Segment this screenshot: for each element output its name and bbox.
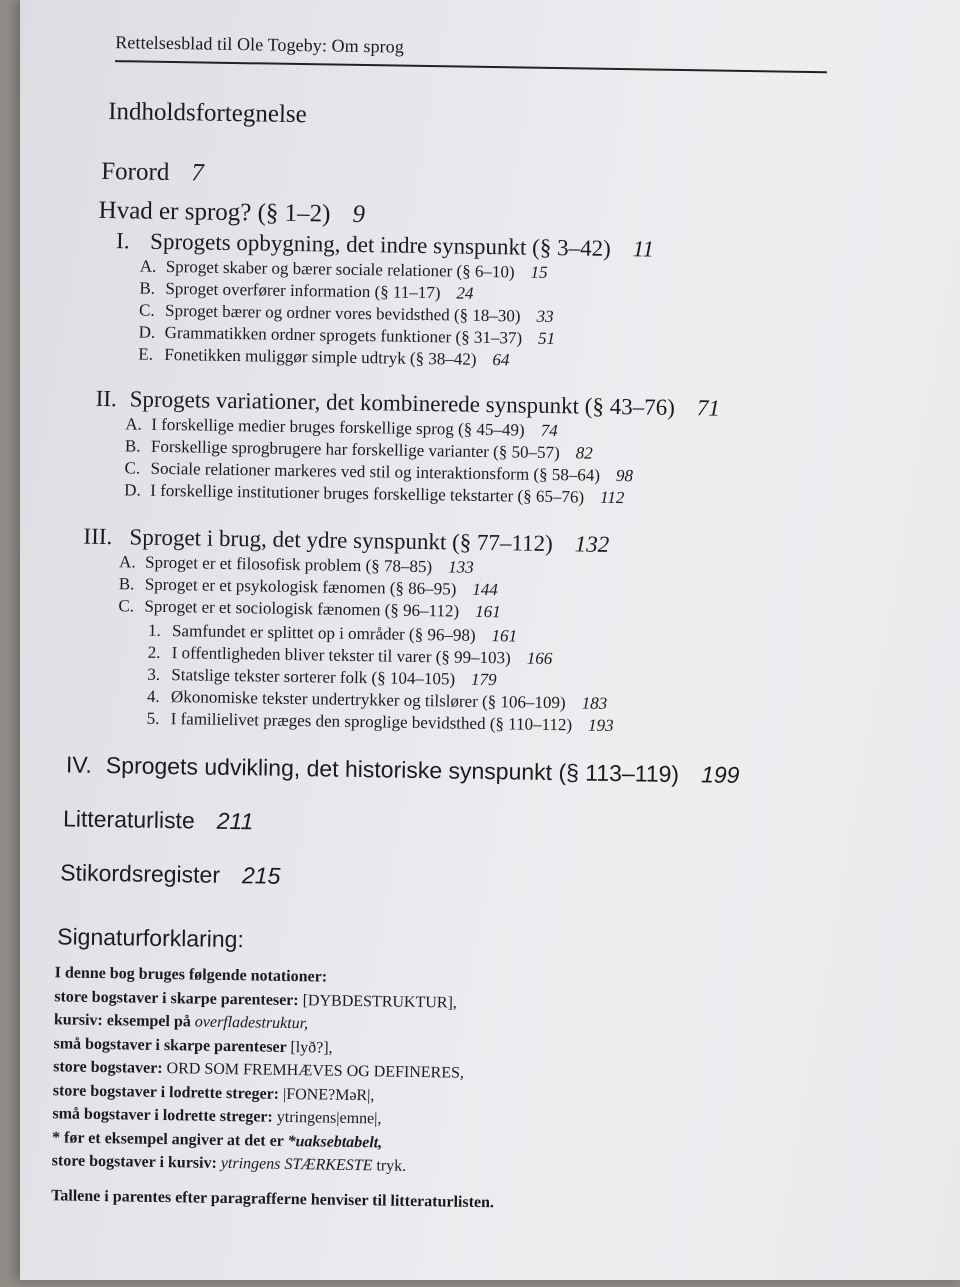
toc-mark: E.	[138, 344, 154, 364]
toc-page: 24	[456, 283, 474, 303]
toc-label: I offentligheden bliver tekster til varer (§ 99–103)	[171, 643, 511, 668]
toc-label: Sproget bærer og ordner vores bevidsthed (§ 18–30)	[164, 300, 521, 326]
toc-label: Sproget i brug, det ydre synspunkt (§ 77–112)	[129, 524, 553, 557]
toc-mark: 5.	[146, 708, 160, 728]
notation-example: ytringens|emne|,	[276, 1108, 382, 1128]
toc-label: Forskellige sprogbrugere har forskellige varianter (§ 50–57)	[150, 436, 560, 463]
toc-label: I forskellige medier bruges forskellige sprog (§ 45–49)	[151, 414, 525, 440]
notation-list	[52, 961, 466, 1179]
notation-desc: små bogstaver i skarpe parenteser	[53, 1034, 291, 1056]
toc-mark: C.	[118, 596, 135, 616]
toc-item	[138, 345, 509, 371]
toc-page: 15	[530, 262, 548, 282]
toc-page: 193	[587, 715, 614, 736]
toc-label: Fonetikken muliggør simple udtryk (§ 38–42)	[164, 344, 477, 369]
toc-page: 82	[575, 443, 593, 463]
toc-page: 161	[475, 601, 501, 622]
toc-label: Sproget er et psykologisk fænomen (§ 86–95)	[144, 574, 457, 599]
toc-page: 166	[526, 648, 553, 669]
toc-page: 112	[599, 487, 625, 508]
toc-mark: I.	[115, 228, 130, 254]
notation-desc: store bogstaver i lodrette streger:	[52, 1081, 284, 1103]
notation-desc: store bogstaver:	[53, 1058, 167, 1078]
toc-item	[119, 552, 474, 578]
toc-label: I forskellige institutioner bruges forskellige tekstarter (§ 65–76)	[150, 480, 585, 507]
toc-page: 161	[491, 626, 518, 646]
notation-line	[52, 1149, 463, 1179]
toc-label: Grammatikken ordner sprogets funktioner (§ 31–37)	[164, 322, 523, 348]
toc-subitem	[147, 665, 497, 690]
toc-page: 11	[632, 236, 655, 262]
toc-page: 211	[216, 807, 254, 835]
notation-example: ORD SOM FREMHÆVES OG DEFINERES,	[166, 1060, 465, 1082]
notation-example: [DYBDESTRUKTUR],	[302, 991, 458, 1012]
notation-desc: små bogstaver i lodrette streger:	[52, 1105, 277, 1126]
toc-label: Litteraturliste	[62, 805, 195, 834]
toc-entry-litteraturliste	[63, 805, 254, 835]
toc-page: 51	[537, 328, 556, 349]
toc-entry-stikordsregister	[60, 859, 281, 889]
toc-label: Samfundet er splittet op i områder (§ 96–98)	[171, 621, 476, 645]
notation-desc: store bogstaver i kursiv:	[51, 1152, 222, 1172]
page	[20, 0, 960, 1280]
toc-page: 183	[581, 693, 608, 713]
toc-label: Sproget skaber og bærer sociale relationer (§ 6–10)	[165, 256, 515, 282]
toc-item	[118, 596, 501, 622]
toc-mark: IV.	[65, 751, 93, 778]
notation-intro: I denne bog bruges følgende notationer:	[54, 964, 328, 986]
toc-label: Sproget overfører information (§ 11–17)	[165, 278, 441, 303]
toc-page: 215	[241, 862, 281, 889]
toc-mark: B.	[124, 436, 141, 456]
toc-mark: 3.	[147, 664, 161, 684]
toc-part-iv	[66, 751, 740, 789]
toc-page: 33	[536, 306, 554, 327]
toc-page: 64	[492, 350, 510, 370]
toc-mark: C.	[138, 300, 155, 320]
toc-page: 144	[472, 579, 499, 600]
toc-label: Sprogets variationer, det kombinerede synspunkt (§ 43–76)	[129, 386, 676, 420]
toc-page: 7	[191, 159, 205, 187]
notation-desc: * før et eksempel angiver at det er	[51, 1128, 288, 1150]
toc-label: Stikordsregister	[60, 859, 221, 888]
notation-example: *uaksebtabelt,	[287, 1132, 383, 1151]
running-header: Rettelsesblad til Ole Togeby: Om sprog	[115, 32, 405, 57]
toc-mark: D.	[124, 480, 141, 500]
notation-suffix: tryk.	[372, 1157, 407, 1175]
toc-label: I familielivet præges den sproglige bevidsthed (§ 110–112)	[170, 709, 573, 735]
footnote: Tallene i parentes efter paragrafferne henviser til litteraturlisten.	[51, 1187, 495, 1212]
toc-mark: B.	[118, 574, 135, 594]
toc-label: Sprogets opbygning, det indre synspunkt (§ 3–42)	[149, 228, 611, 261]
toc-mark: D.	[138, 322, 156, 342]
toc-entry-forord	[101, 158, 204, 188]
header-rule	[115, 60, 827, 73]
toc-page: 71	[696, 395, 721, 421]
toc-page: 179	[470, 669, 497, 690]
notation-example: [lyð?],	[290, 1038, 333, 1057]
toc-page: 199	[700, 761, 740, 789]
toc-mark: B.	[139, 278, 156, 298]
toc-mark: C.	[124, 458, 141, 478]
toc-page: 9	[352, 200, 366, 229]
notation-example: |FONE?MəR|,	[282, 1085, 375, 1104]
notation-example: overfladestruktur,	[194, 1013, 309, 1033]
page-title: Indholdsfortegnelse	[107, 98, 307, 129]
toc-mark: A.	[118, 552, 136, 572]
toc-page: 132	[574, 531, 610, 557]
toc-label: Sproget er et filosofisk problem (§ 78–85)	[144, 552, 433, 577]
notation-desc: store bogstaver i skarpe parenteser:	[54, 987, 303, 1009]
notation-desc: kursiv: eksempel på	[53, 1011, 195, 1031]
toc-page: 98	[615, 466, 634, 486]
toc-label: Statslige tekster sorterer folk (§ 104–105)	[171, 665, 456, 689]
toc-mark: A.	[125, 414, 142, 434]
toc-label: Økonomiske tekster undertrykker og tilslører (§ 106–109)	[170, 687, 566, 713]
toc-item	[139, 279, 473, 304]
toc-page: 133	[448, 557, 474, 577]
toc-label: Sproget er et sociologisk fænomen (§ 96–112)	[144, 596, 460, 621]
toc-label: Hvad er sprog? (§ 1–2)	[98, 196, 331, 228]
toc-label: Forord	[101, 157, 170, 186]
notation-example: ytringens STÆRKESTE	[220, 1154, 373, 1175]
toc-mark: II.	[95, 385, 117, 412]
toc-page: 74	[540, 420, 558, 441]
toc-mark: A.	[139, 256, 157, 276]
toc-label: Sociale relationer markeres ved stil og interaktionsform (§ 58–64)	[150, 458, 601, 485]
toc-mark: 4.	[146, 686, 160, 706]
toc-mark: 1.	[147, 620, 161, 640]
toc-label: Sprogets udvikling, det historiske synspunkt (§ 113–119)	[105, 752, 680, 788]
signatur-heading: Signaturforklaring:	[57, 923, 245, 953]
toc-mark: III.	[83, 523, 113, 550]
toc-mark: 2.	[147, 642, 161, 662]
toc-entry-hvad-er-sprog	[98, 197, 365, 229]
